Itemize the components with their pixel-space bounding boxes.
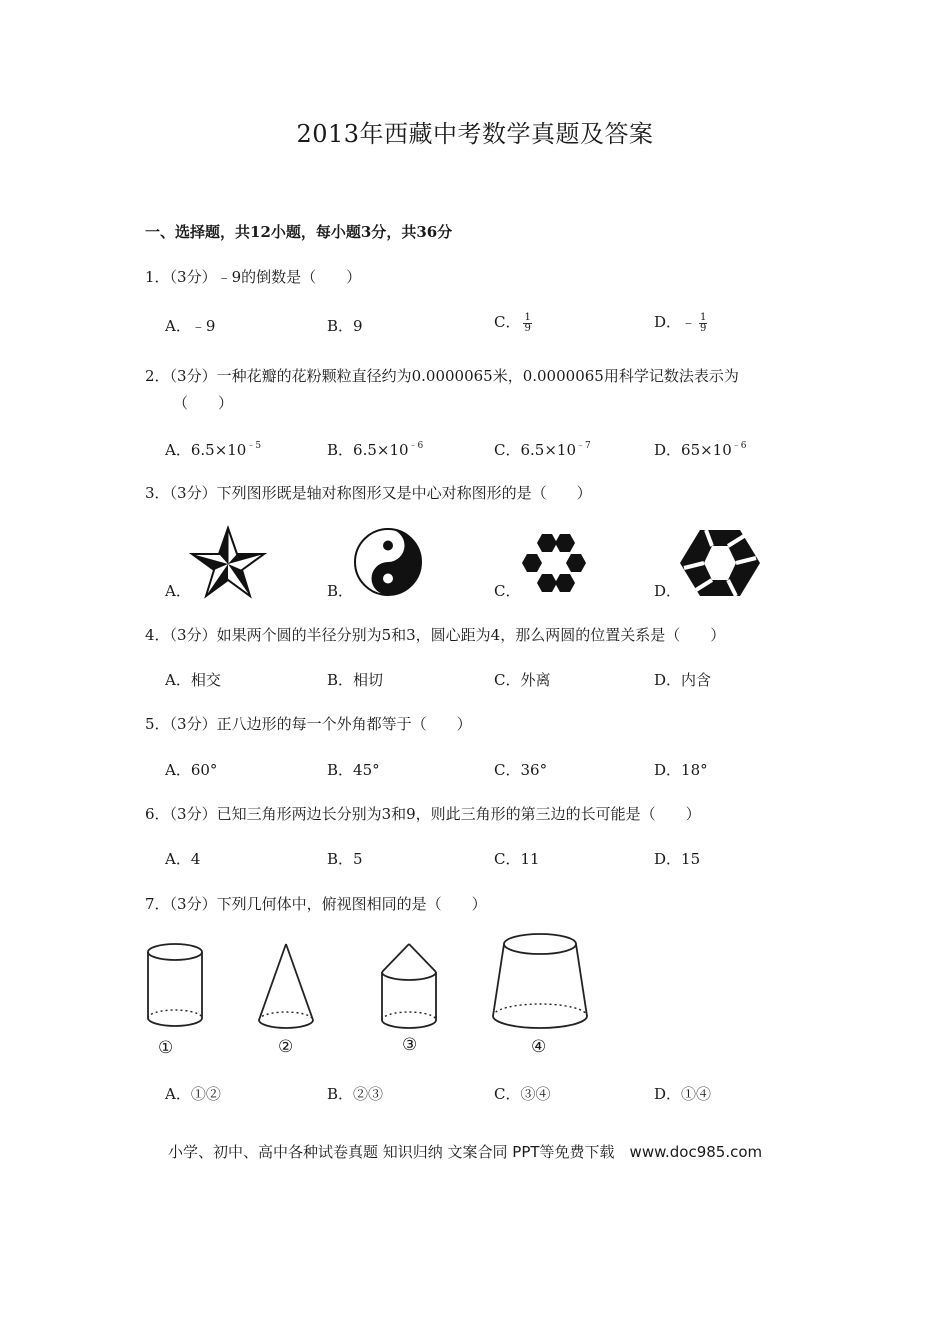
yin-yang-icon [352,526,424,598]
exponent: ﹣6 [731,441,747,451]
hexagon-ring-icon [518,530,590,596]
q3-option-b: B． [327,582,354,600]
q4-option-a: A．相交 [165,671,221,689]
page-title: 2013年西藏中考数学真题及答案 [296,120,654,148]
exponent: ﹣6 [408,441,424,451]
question-2-stem: 2．（3分）一种花瓣的花粉颗粒直径约为0.0000065米，0.0000065用科学记数法表示为 [145,367,739,385]
q7-option-d: D．①④ [654,1085,712,1103]
question-6-stem: 6．（3分）已知三角形两边长分别为3和9，则此三角形的第三边的长可能是（ ） [145,805,701,823]
exponent: ﹣7 [576,441,591,451]
q1-option-d [654,311,707,334]
exponent: ﹣5 [246,441,262,451]
fraction-numerator: 1 [700,311,707,323]
q1-option-c-fraction [523,313,531,334]
fraction-numerator: 1 [524,311,531,323]
q1-option-c-label: C． [494,313,521,331]
q4-option-c: C．外离 [494,671,551,689]
q7-option-c: C．③④ [494,1085,551,1103]
figure-label-1: ① [158,1038,174,1058]
cylinder-cone-figure-icon [376,940,442,1030]
figure-label-2: ② [278,1037,294,1057]
q7-option-a: A．①② [165,1085,221,1103]
shutter-hexagon-icon [678,528,762,598]
q2-option-a [165,438,261,460]
q1-option-b: B．9 [327,317,363,335]
q5-option-d: D．18° [654,761,708,779]
question-3-stem: 3．（3分）下列图形既是轴对称图形又是中心对称图形的是（ ） [145,484,592,502]
fraction-denominator: 9 [700,322,707,334]
q6-option-c: C．11 [494,850,540,868]
q1-option-d-fraction [699,313,707,334]
q2-option-d [654,438,747,460]
q3-option-a: A． [165,582,191,600]
question-2-stem-cont: （ ） [173,394,234,412]
q5-option-a: A．60° [165,761,218,779]
q6-option-b: B．5 [327,850,363,868]
cylinder-figure-icon [140,940,210,1030]
q2-option-c [494,438,591,460]
footer-download-link[interactable]: 小学、初中、高中各种试卷真题 知识归纳 文案合同 PPT等免费下载 www.doc985.com [168,1143,763,1161]
q4-option-d: D．内含 [654,671,712,689]
q3-option-c: C． [494,582,521,600]
question-4-stem: 4．（3分）如果两个圆的半径分别为5和3，圆心距为4，那么两圆的位置关系是（ ） [145,626,726,644]
option-text: C．6.5×10 [494,441,576,459]
q7-option-b: B．②③ [327,1085,384,1103]
figure-label-4: ④ [531,1037,547,1057]
q3-option-d: D． [654,582,682,600]
option-text: D．65×10 [654,441,732,459]
q2-option-b [327,438,423,460]
q5-option-c: C．36° [494,761,548,779]
q4-option-b: B．相切 [327,671,384,689]
q6-option-d: D．15 [654,850,701,868]
q5-option-b: B．45° [327,761,380,779]
cone-figure-icon [254,940,318,1030]
frustum-figure-icon [488,930,592,1034]
option-text: A．6.5×10 [165,441,247,459]
q1-option-c [494,311,532,334]
q1-option-d-label: D．﹣ [654,313,697,331]
question-7-stem: 7．（3分）下列几何体中，俯视图相同的是（ ） [145,895,487,913]
section-heading: 一、选择题，共12小题，每小题3分，共36分 [145,223,453,241]
fraction-denominator: 9 [524,322,531,334]
figure-label-3: ③ [402,1035,418,1055]
star-figure-icon [188,524,268,600]
q1-option-a: A．﹣9 [165,317,216,335]
option-text: B．6.5×10 [327,441,409,459]
question-5-stem: 5．（3分）正八边形的每一个外角都等于（ ） [145,715,472,733]
question-1-stem: 1．（3分）﹣9的倒数是（ ） [145,268,362,286]
q6-option-a: A．4 [165,850,201,868]
